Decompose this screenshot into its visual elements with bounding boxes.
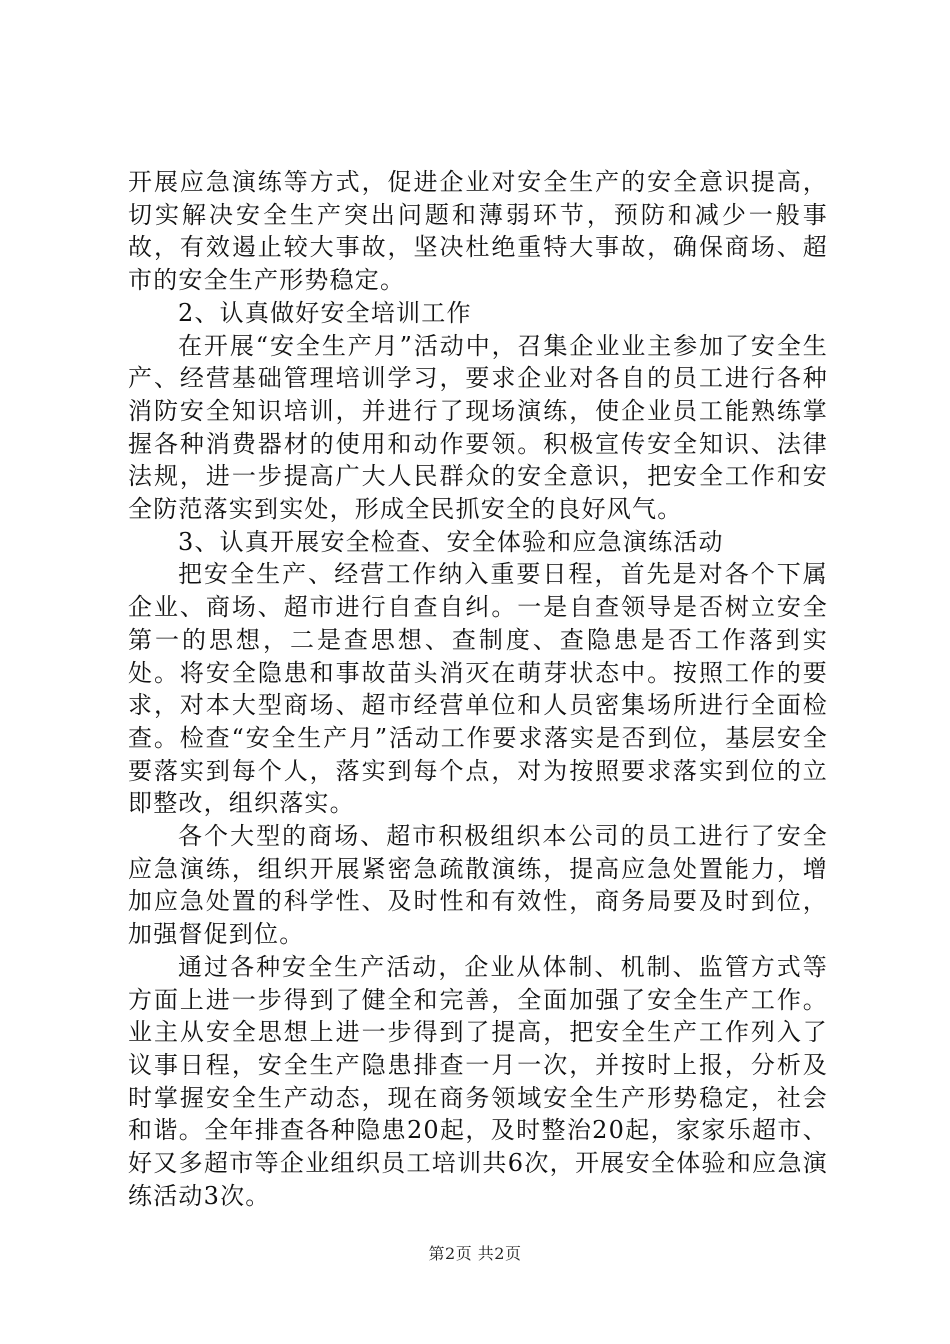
section-heading-inspection: 3、认真开展安全检查、安全体验和应急演练活动 [178, 527, 724, 556]
paragraph-summary: 通过各种安全生产活动，企业从体制、机制、监管方式等方面上进一步得到了健全和完善，全面加强了安全生产工作。业主从安全思想上进一步得到了提高，把安全生产工作列入了议事日程，安全生产隐患排查一月一次，并按时上报，分析及时掌握安全生产动态，现在商务领域安全生产形势稳定，社会和谐。全年排查各种隐患20起，及时整治20起，家家乐超市、好又多超市等企业组织员工培训共6次，开展安全体验和应急演练活动3次。 [128, 952, 828, 1210]
paragraph-inspection: 把安全生产、经营工作纳入重要日程，首先是对各个下属企业、商场、超市进行自查自纠。一是自查领导是否树立安全第一的思想，二是查思想、查制度、查隐患是否工作落到实处。将安全隐患和事故苗头消灭在萌芽状态中。按照工作的要求，对本大型商场、超市经营单位和人员密集场所进行全面检查。检查“安全生产月”活动工作要求落实是否到位，基层安全要落实到每个人，落实到每个点，对为按照要求落实到位的立即整改，组织落实。 [128, 560, 828, 818]
paragraph-drills: 各个大型的商场、超市积极组织本公司的员工进行了安全应急演练，组织开展紧密急疏散演练，提高应急处置能力，增加应急处置的科学性、及时性和有效性，商务局要及时到位，加强督促到位。 [128, 822, 828, 949]
section-heading-training: 2、认真做好安全培训工作 [178, 298, 472, 327]
document-body [128, 166, 828, 1213]
paragraph-continuation: 开展应急演练等方式，促进企业对安全生产的安全意识提高，切实解决安全生产突出问题和薄弱环节，预防和减少一般事故，有效遏止较大事故，坚决杜绝重特大事故，确保商场、超市的安全生产形势稳定。 [128, 168, 828, 295]
paragraph-training: 在开展“安全生产月”活动中，召集企业业主参加了安全生产、经营基础管理培训学习，要求企业对各自的员工进行各种消防安全知识培训，并进行了现场演练，使企业员工能熟练掌握各种消费器材的使用和动作要领。积极宣传安全知识、法律法规，进一步提高广大人民群众的安全意识，把安全工作和安全防范落实到实处，形成全民抓安全的良好风气。 [128, 331, 828, 524]
page-number-footer: 第2页 共2页 [428, 1244, 522, 1263]
